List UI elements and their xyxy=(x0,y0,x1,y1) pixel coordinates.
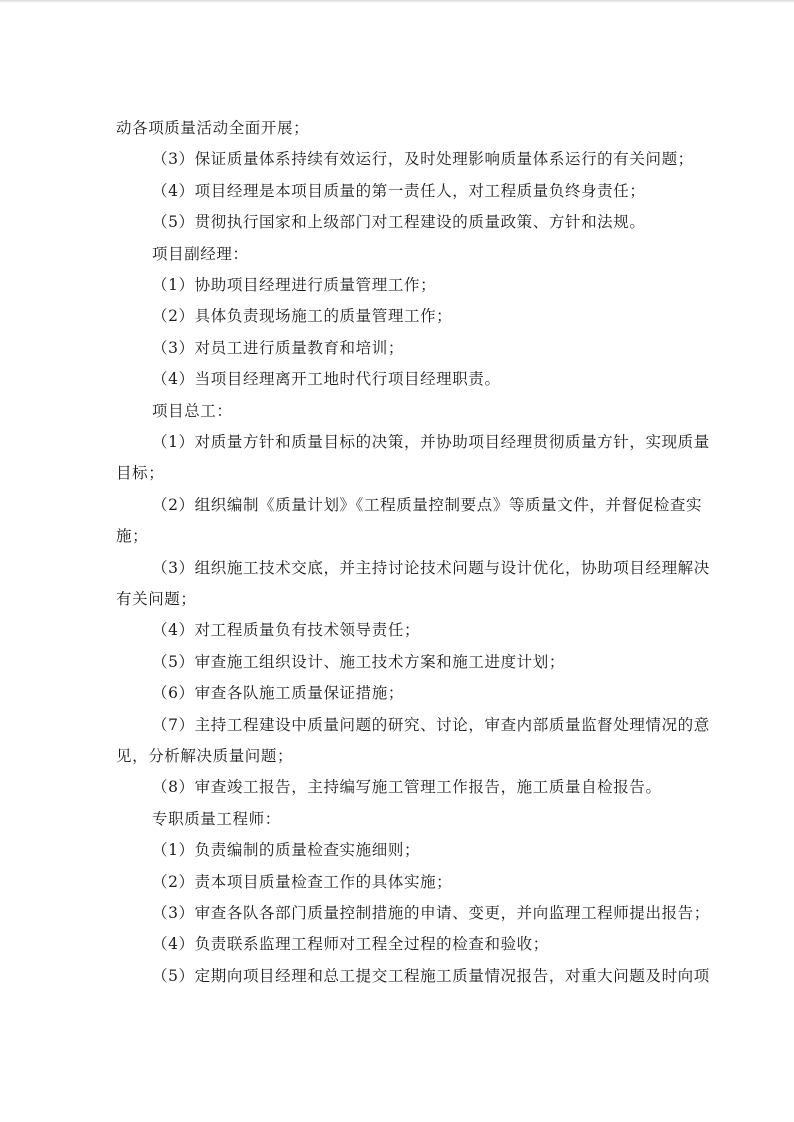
text-line: （3）组织施工技术交底，并主持讨论技术问题与设计优化，协助项目经理解决 xyxy=(152,559,710,577)
text-line: （4）负责联系监理工程师对工程全过程的检查和验收； xyxy=(152,935,549,953)
text-line: （5）审查施工组织设计、施工技术方案和施工进度计划； xyxy=(152,653,565,671)
text-line: （1）协助项目经理进行质量管理工作； xyxy=(152,276,437,294)
text-line: （2）具体负责现场施工的质量管理工作； xyxy=(152,307,453,325)
section-heading: 项目总工： xyxy=(152,402,233,420)
text-line: （8）审查竣工报告，主持编写施工管理工作报告，施工质量自检报告。 xyxy=(152,778,662,796)
text-line: 动各项质量活动全面开展； xyxy=(116,119,310,137)
text-line: 目标； xyxy=(116,464,165,482)
text-line: （6）审查各队施工质量保证措施； xyxy=(152,684,404,702)
text-line: （1）负责编制的质量检查实施细则； xyxy=(152,841,421,859)
scan-top-edge xyxy=(0,0,794,3)
text-line: （3）保证质量体系持续有效运行，及时处理影响质量体系运行的有关问题； xyxy=(152,150,694,168)
text-line: （2）组织编制《质量计划》《工程质量控制要点》等质量文件，并督促检查实 xyxy=(152,496,703,514)
text-line: （7）主持工程建设中质量问题的研究、讨论，审查内部质量监督处理情况的意 xyxy=(152,716,710,734)
text-line: （4）对工程质量负有技术领导责任； xyxy=(152,621,421,639)
text-line: （3）审查各队各部门质量控制措施的申请、变更，并向监理工程师提出报告； xyxy=(152,904,710,922)
text-line: （3）对员工进行质量教育和培训； xyxy=(152,339,404,357)
text-line: （5）贯彻执行国家和上级部门对工程建设的质量政策、方针和法规。 xyxy=(152,213,646,231)
section-heading: 专职质量工程师： xyxy=(152,810,281,828)
text-line: （2）责本项目质量检查工作的具体实施； xyxy=(152,873,453,891)
text-line: 施； xyxy=(116,527,149,545)
text-line: （4）当项目经理离开工地时代行项目经理职责。 xyxy=(152,370,501,388)
text-line: （1）对质量方针和质量目标的决策，并协助项目经理贯彻质量方针，实现质量 xyxy=(152,433,710,451)
text-line: （4）项目经理是本项目质量的第一责任人，对工程质量负终身责任； xyxy=(152,182,646,200)
section-heading: 项目副经理： xyxy=(152,245,249,263)
text-line: （5）定期向项目经理和总工提交工程施工质量情况报告，对重大问题及时向项 xyxy=(152,967,710,985)
text-line: 见，分析解决质量问题； xyxy=(116,747,294,765)
text-line: 有关问题； xyxy=(116,590,197,608)
